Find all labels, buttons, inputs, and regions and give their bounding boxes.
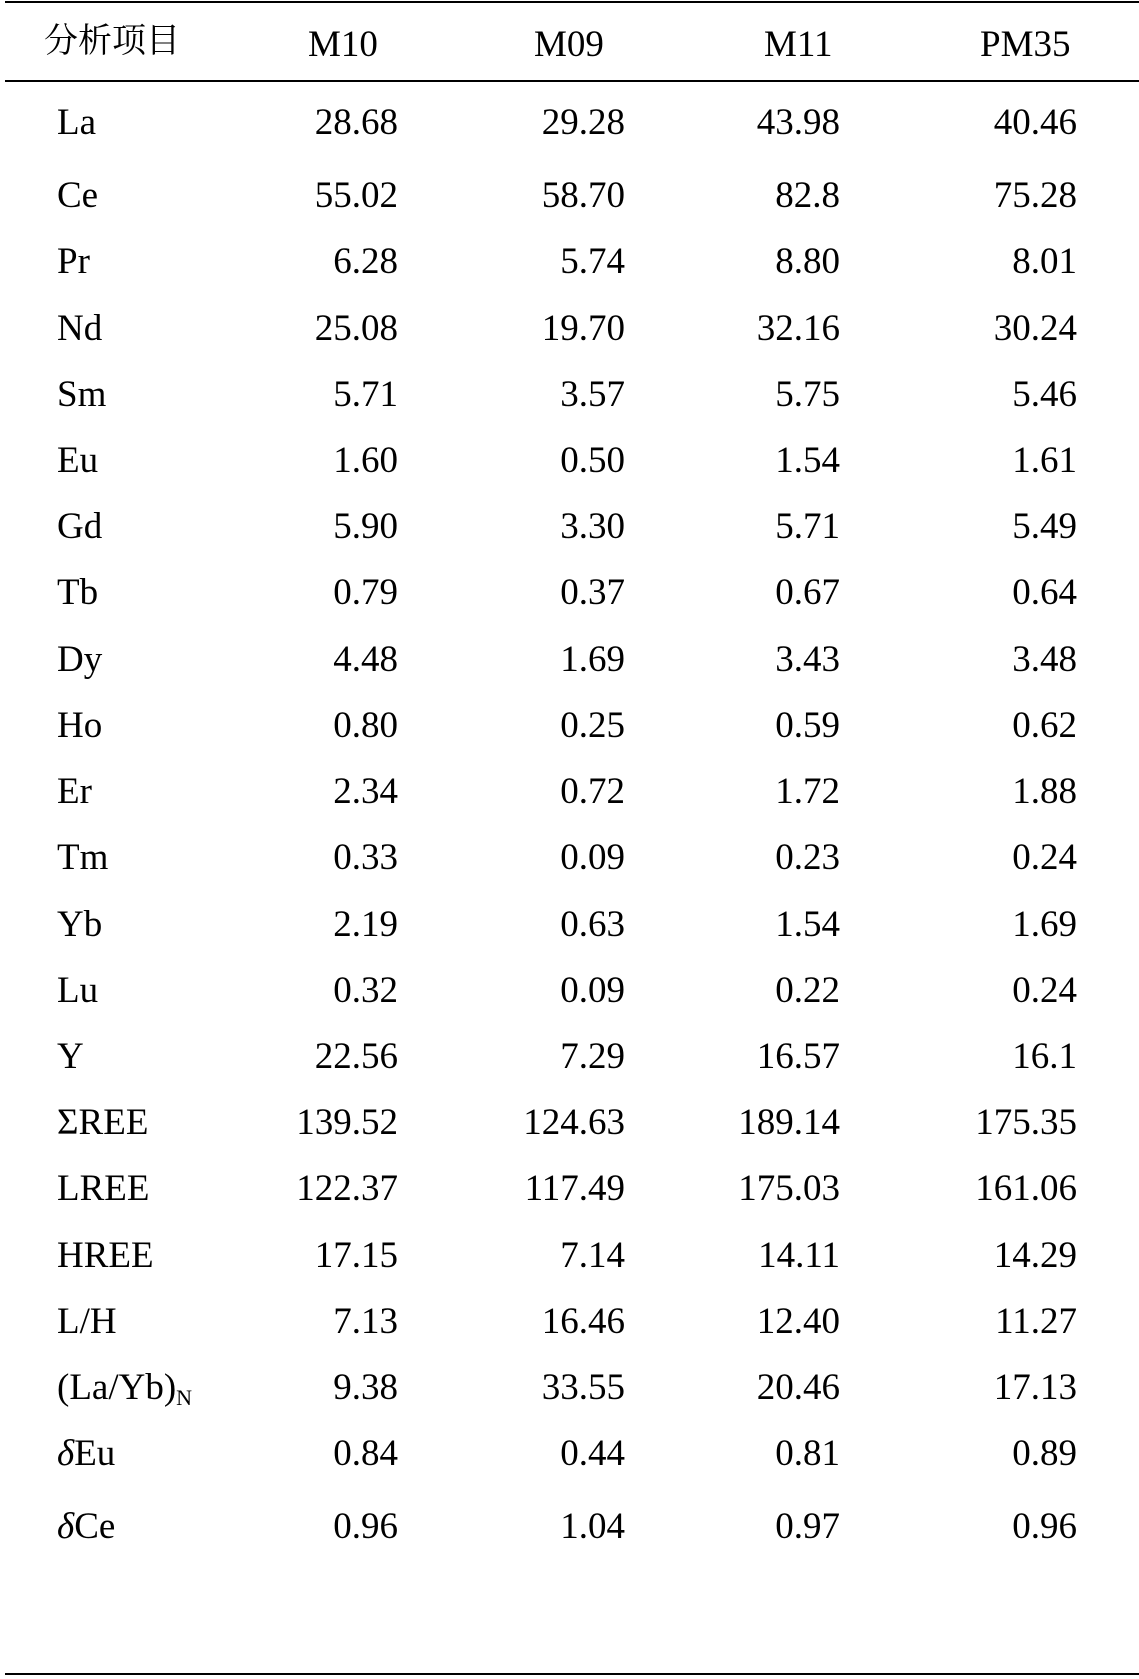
row-label-text: La bbox=[57, 102, 97, 143]
table-cell: 124.63 bbox=[523, 1102, 625, 1143]
row-label bbox=[57, 442, 98, 479]
table-cell: 22.56 bbox=[314, 1036, 398, 1077]
table-cell: 0.89 bbox=[1012, 1433, 1077, 1474]
table-cell: 117.49 bbox=[524, 1168, 625, 1209]
table-cell: 1.54 bbox=[775, 904, 840, 945]
row-label bbox=[57, 177, 98, 214]
table-cell: 16.46 bbox=[541, 1301, 625, 1342]
table-cell: 5.71 bbox=[333, 374, 398, 415]
table-cell: 175.35 bbox=[975, 1102, 1077, 1143]
table-cell: 5.46 bbox=[1012, 374, 1077, 415]
table-cell: 0.96 bbox=[333, 1506, 398, 1547]
row-label bbox=[57, 104, 96, 141]
table-cell: 2.34 bbox=[333, 771, 398, 812]
table-cell: 3.30 bbox=[560, 506, 625, 547]
table-cell: 25.08 bbox=[314, 308, 398, 349]
table-cell: 2.19 bbox=[333, 904, 398, 945]
row-label bbox=[57, 1435, 115, 1472]
table-cell: 0.24 bbox=[1012, 837, 1077, 878]
table-cell: 0.79 bbox=[333, 572, 398, 613]
row-label bbox=[57, 641, 102, 678]
table-cell: 0.50 bbox=[560, 440, 625, 481]
row-label-text: Dy bbox=[57, 639, 103, 680]
table-top-rule bbox=[5, 1, 1139, 3]
column-header-m10: M10 bbox=[308, 24, 378, 65]
table-cell: 9.38 bbox=[333, 1367, 398, 1408]
row-label bbox=[57, 1508, 115, 1545]
row-label-text: L/H bbox=[57, 1301, 117, 1342]
table-cell: 7.29 bbox=[560, 1036, 625, 1077]
table-cell: 0.37 bbox=[560, 572, 625, 613]
table-cell: 0.33 bbox=[333, 837, 398, 878]
table-cell: 17.13 bbox=[993, 1367, 1077, 1408]
row-label bbox=[57, 310, 102, 347]
table-cell: 0.25 bbox=[560, 705, 625, 746]
row-label bbox=[57, 1367, 193, 1410]
row-label bbox=[57, 1170, 149, 1207]
table-cell: 0.97 bbox=[775, 1506, 840, 1547]
delta-symbol: δ bbox=[57, 1506, 75, 1547]
table-cell: 75.28 bbox=[993, 175, 1077, 216]
table-cell: 1.04 bbox=[560, 1506, 625, 1547]
row-label-text: Gd bbox=[57, 506, 103, 547]
table-cell: 16.1 bbox=[1012, 1036, 1077, 1077]
table-cell: 5.74 bbox=[560, 241, 625, 282]
row-label bbox=[57, 1038, 84, 1075]
table-cell: 0.09 bbox=[560, 837, 625, 878]
table-cell: 0.22 bbox=[775, 970, 840, 1011]
table-cell: 58.70 bbox=[541, 175, 625, 216]
table-cell: 1.69 bbox=[1012, 904, 1077, 945]
row-label bbox=[57, 906, 102, 943]
row-label bbox=[57, 508, 102, 545]
delta-symbol: δ bbox=[57, 1433, 75, 1474]
table-cell: 1.69 bbox=[560, 639, 625, 680]
table-cell: 0.81 bbox=[775, 1433, 840, 1474]
column-header-m11: M11 bbox=[764, 24, 833, 65]
table-header-rule bbox=[5, 80, 1139, 82]
row-label-subscript: N bbox=[176, 1385, 193, 1410]
row-label-text: Ce bbox=[57, 175, 99, 216]
row-label bbox=[57, 376, 106, 413]
table-cell: 0.84 bbox=[333, 1433, 398, 1474]
table-cell: 0.24 bbox=[1012, 970, 1077, 1011]
table-cell: 12.40 bbox=[756, 1301, 840, 1342]
row-label-text: Yb bbox=[57, 904, 103, 945]
row-label-text: Ho bbox=[57, 705, 103, 746]
table-cell: 43.98 bbox=[756, 102, 840, 143]
table-cell: 189.14 bbox=[738, 1102, 840, 1143]
table-cell: 33.55 bbox=[541, 1367, 625, 1408]
table-cell: 1.72 bbox=[775, 771, 840, 812]
column-header-m09: M09 bbox=[534, 24, 604, 65]
table-cell: 175.03 bbox=[738, 1168, 840, 1209]
table-cell: 0.23 bbox=[775, 837, 840, 878]
row-label-text: Pr bbox=[57, 241, 90, 282]
table-cell: 0.09 bbox=[560, 970, 625, 1011]
table-cell: 20.46 bbox=[756, 1367, 840, 1408]
row-label-text: Nd bbox=[57, 308, 103, 349]
row-label-text: Sm bbox=[57, 374, 107, 415]
table-cell: 0.67 bbox=[775, 572, 840, 613]
row-label bbox=[57, 243, 90, 280]
row-label bbox=[57, 1237, 154, 1274]
table-cell: 4.48 bbox=[333, 639, 398, 680]
table-cell: 55.02 bbox=[314, 175, 398, 216]
table-cell: 5.90 bbox=[333, 506, 398, 547]
table-cell: 0.63 bbox=[560, 904, 625, 945]
table-cell: 8.80 bbox=[775, 241, 840, 282]
table-cell: 0.72 bbox=[560, 771, 625, 812]
row-label-text: Tb bbox=[57, 572, 99, 613]
table-cell: 14.11 bbox=[758, 1235, 840, 1276]
row-label-text: (La/Yb) bbox=[57, 1367, 177, 1408]
row-label-text: LREE bbox=[57, 1168, 150, 1209]
row-label-text: Tm bbox=[57, 837, 109, 878]
table-cell: 14.29 bbox=[993, 1235, 1077, 1276]
table-cell: 3.48 bbox=[1012, 639, 1077, 680]
table-cell: 11.27 bbox=[995, 1301, 1077, 1342]
row-label bbox=[57, 1303, 117, 1340]
table-cell: 16.57 bbox=[756, 1036, 840, 1077]
table-cell: 1.88 bbox=[1012, 771, 1077, 812]
table-cell: 1.54 bbox=[775, 440, 840, 481]
table-cell: 5.49 bbox=[1012, 506, 1077, 547]
table-cell: 139.52 bbox=[296, 1102, 398, 1143]
row-label-text: Er bbox=[57, 771, 92, 812]
row-label-text: Y bbox=[57, 1036, 84, 1077]
row-label-text: Ce bbox=[74, 1506, 116, 1547]
table-cell: 17.15 bbox=[314, 1235, 398, 1276]
table-cell: 1.61 bbox=[1012, 440, 1077, 481]
table-cell: 0.96 bbox=[1012, 1506, 1077, 1547]
table-cell: 40.46 bbox=[993, 102, 1077, 143]
row-label bbox=[57, 1104, 148, 1141]
table-cell: 0.64 bbox=[1012, 572, 1077, 613]
table-cell: 29.28 bbox=[541, 102, 625, 143]
table-cell: 5.75 bbox=[775, 374, 840, 415]
column-header-item: 分析项目 bbox=[44, 21, 180, 61]
table-cell: 0.59 bbox=[775, 705, 840, 746]
row-label bbox=[57, 839, 108, 876]
row-label bbox=[57, 707, 102, 744]
row-label-text: Lu bbox=[57, 970, 99, 1011]
table-cell: 0.80 bbox=[333, 705, 398, 746]
table-cell: 3.43 bbox=[775, 639, 840, 680]
table-cell: 8.01 bbox=[1012, 241, 1077, 282]
row-label-text: Eu bbox=[74, 1433, 116, 1474]
table-bottom-rule bbox=[5, 1673, 1139, 1675]
table-cell: 30.24 bbox=[993, 308, 1077, 349]
row-label bbox=[57, 574, 98, 611]
row-label-text: ΣREE bbox=[57, 1102, 149, 1143]
table-cell: 82.8 bbox=[775, 175, 840, 216]
table-cell: 6.28 bbox=[333, 241, 398, 282]
table-cell: 161.06 bbox=[975, 1168, 1077, 1209]
table-cell: 122.37 bbox=[296, 1168, 398, 1209]
table-cell: 32.16 bbox=[756, 308, 840, 349]
row-label-text: HREE bbox=[57, 1235, 154, 1276]
row-label bbox=[57, 972, 98, 1009]
table-cell: 0.62 bbox=[1012, 705, 1077, 746]
row-label bbox=[57, 773, 92, 810]
table-cell: 1.60 bbox=[333, 440, 398, 481]
table-cell: 3.57 bbox=[560, 374, 625, 415]
table-cell: 28.68 bbox=[314, 102, 398, 143]
table-cell: 7.13 bbox=[333, 1301, 398, 1342]
table-cell: 0.44 bbox=[560, 1433, 625, 1474]
table-cell: 7.14 bbox=[560, 1235, 625, 1276]
table-cell: 19.70 bbox=[541, 308, 625, 349]
table-cell: 5.71 bbox=[775, 506, 840, 547]
table-cell: 0.32 bbox=[333, 970, 398, 1011]
row-label-text: Eu bbox=[57, 440, 99, 481]
column-header-pm35: PM35 bbox=[980, 24, 1071, 65]
